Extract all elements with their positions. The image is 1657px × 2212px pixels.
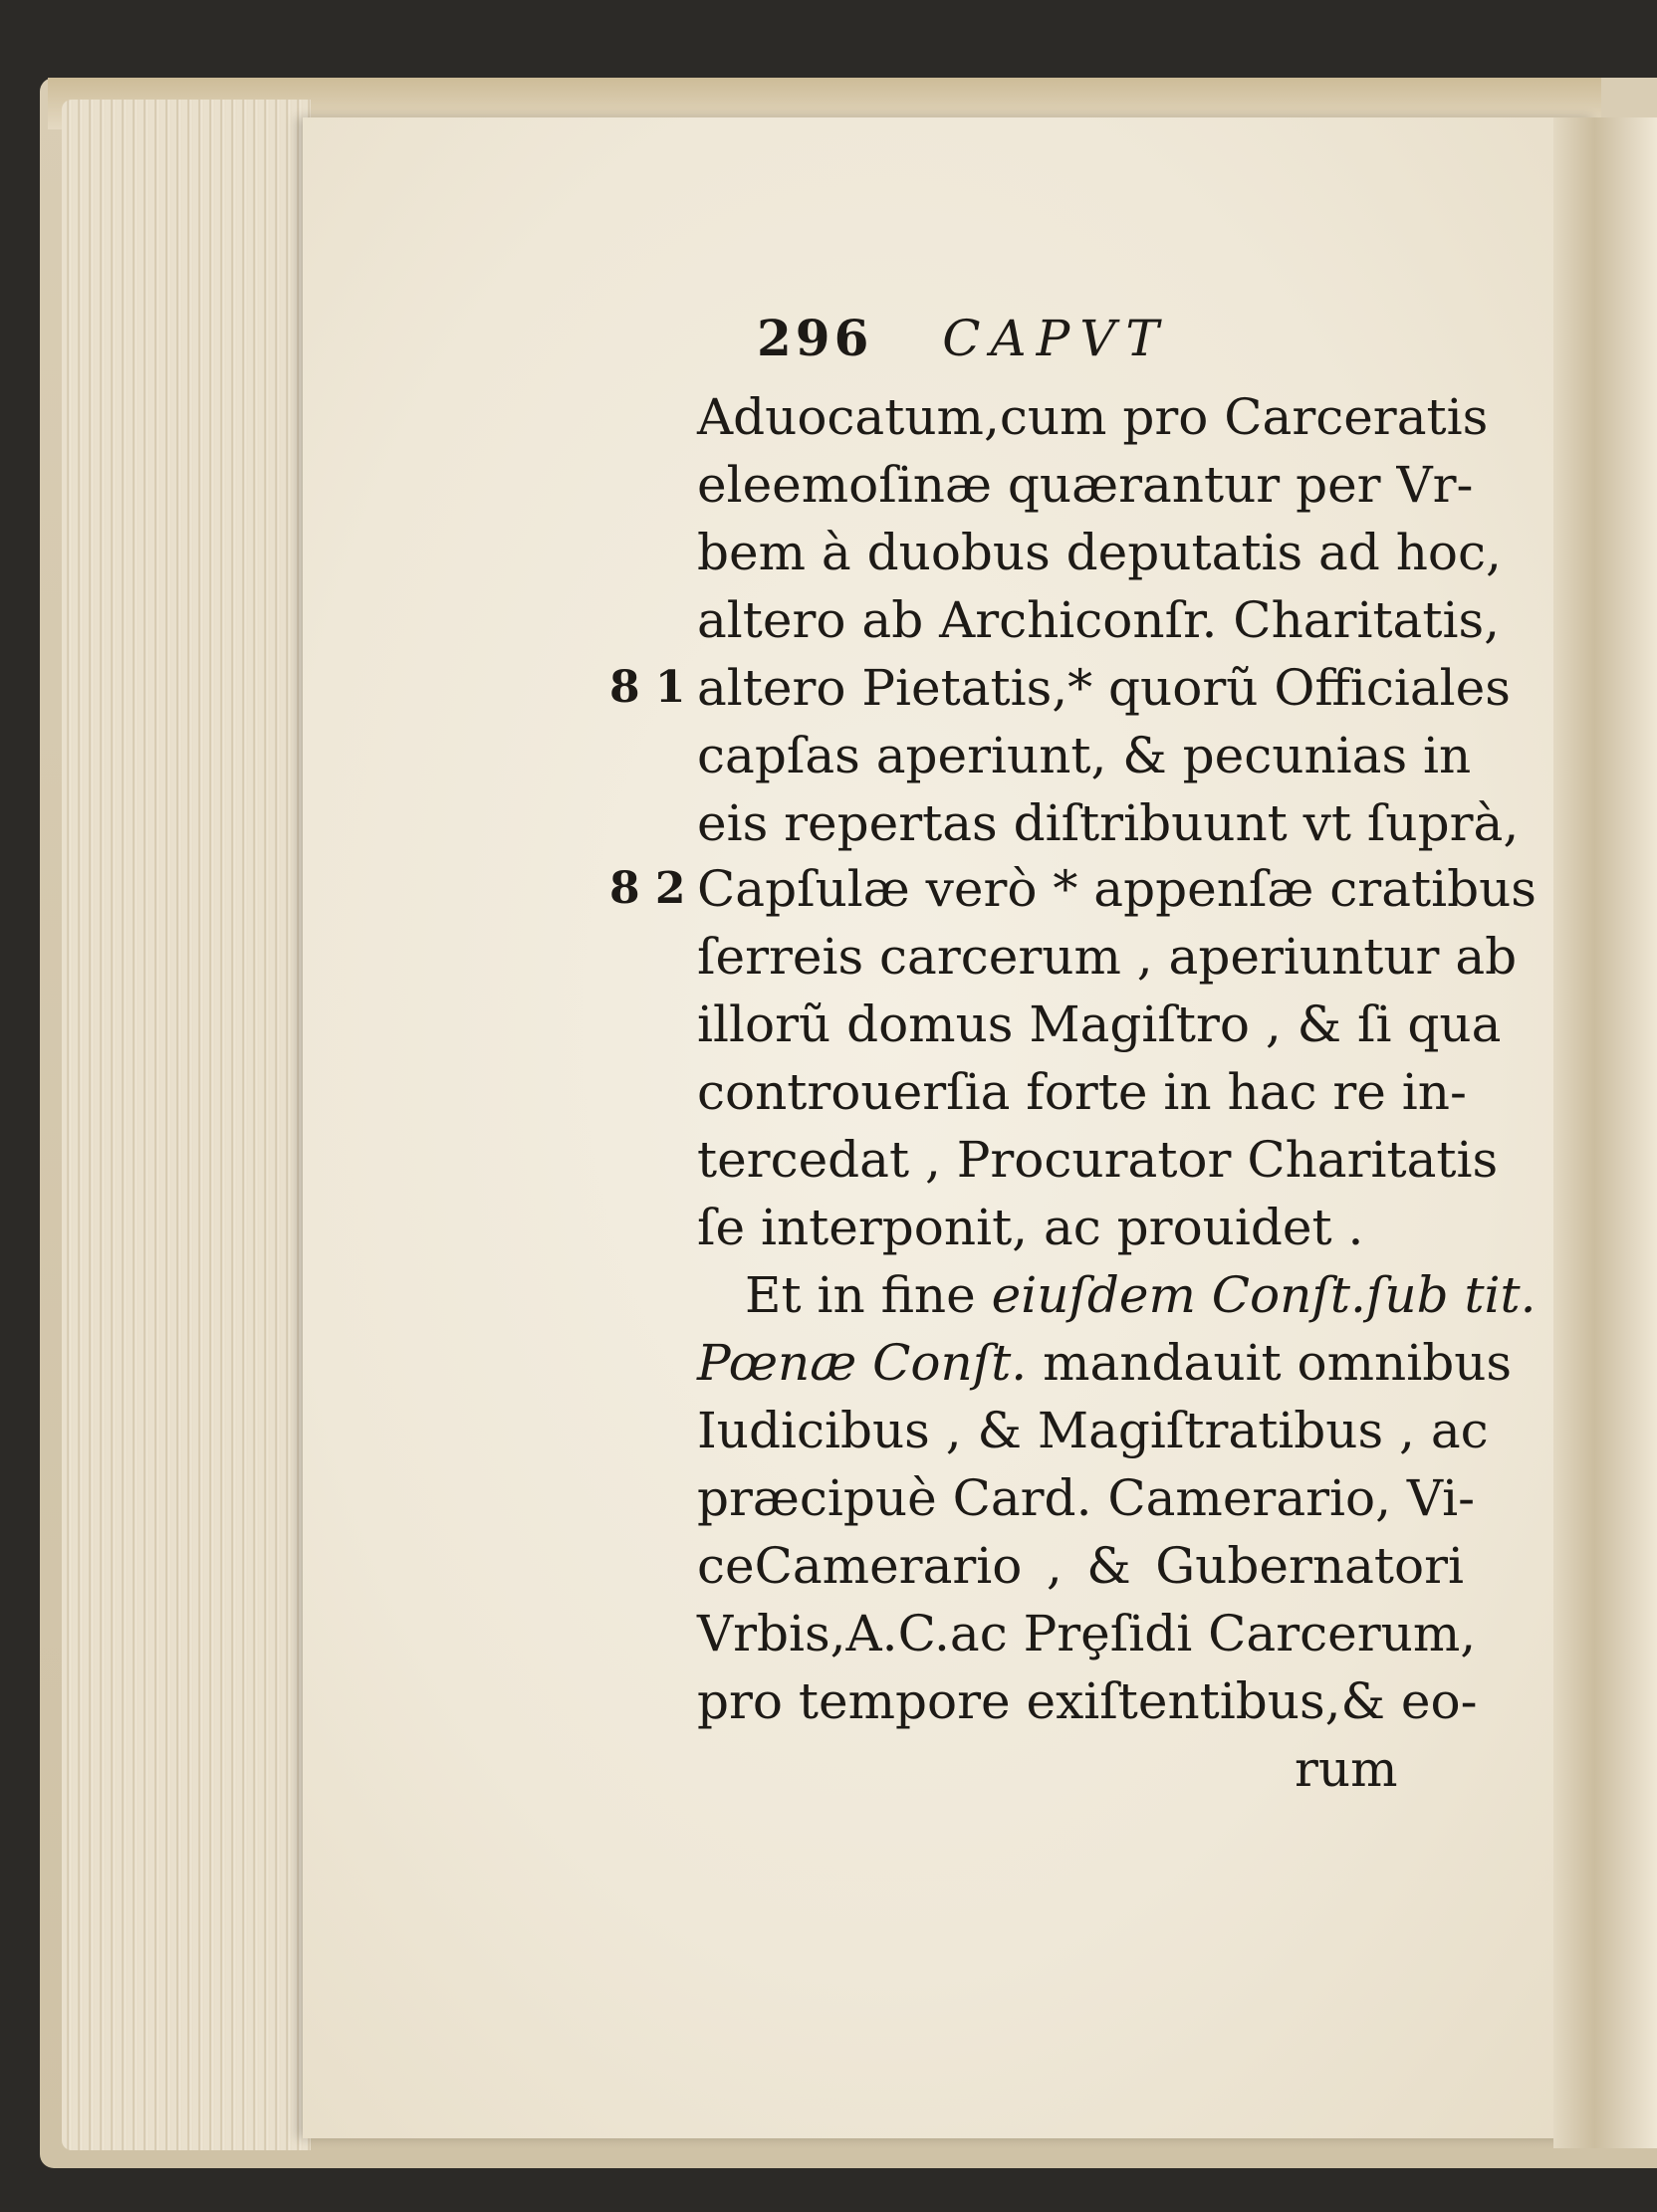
- text-line: illorũ domus Magiſtro , & ſi qua: [697, 995, 1502, 1053]
- page-number: 296: [757, 309, 873, 367]
- text-roman: Et in fine: [745, 1266, 992, 1324]
- running-title: CAPVT: [942, 310, 1169, 367]
- margin-number: 8 1: [609, 662, 686, 713]
- text-line: bem à duobus deputatis ad hoc,: [697, 524, 1502, 581]
- text-line: eis repertas diſtribuunt vt ſuprà,: [697, 794, 1520, 852]
- text-line: [745, 1264, 1537, 1326]
- page-header: [757, 309, 1169, 367]
- text-line: Capſulæ verò * appenſæ cratibus: [697, 860, 1537, 918]
- text-line: controuerſia forte in hac re in-: [697, 1063, 1467, 1121]
- text-line: eleemoſinæ quærantur per Vr-: [697, 456, 1474, 514]
- text-roman: mandauit omnibus: [1027, 1334, 1513, 1392]
- text-line: ſe interponit, ac prouidet .: [697, 1199, 1364, 1256]
- text-italic: eiuſdem Conſt.ſub tit.: [991, 1266, 1537, 1324]
- text-line: Iudicibus , & Magiſtratibus , ac: [697, 1402, 1489, 1459]
- text-line: [697, 1332, 1513, 1394]
- catchword: rum: [1295, 1740, 1398, 1798]
- text-italic: Pœnæ Conſt.: [697, 1334, 1028, 1392]
- text-line: Vrbis,A.C.ac Prȩſidi Carcerum,: [697, 1605, 1477, 1662]
- text-line: præcipuè Card. Camerario, Vi-: [697, 1469, 1476, 1527]
- margin-number: 8 2: [609, 863, 686, 914]
- text-line: tercedat , Procurator Charitatis: [697, 1131, 1499, 1189]
- text-line: altero Pietatis,* quorũ Officiales: [697, 659, 1511, 717]
- text-line: capſas aperiunt, & pecunias in: [697, 727, 1472, 784]
- text-line: altero ab Archiconſr. Charitatis,: [697, 591, 1501, 649]
- text-line: ceCamerario , & Gubernatori: [697, 1537, 1464, 1595]
- text-line: Aduocatum,cum pro Carceratis: [697, 388, 1489, 446]
- text-line: ſerreis carcerum , aperiuntur ab: [697, 928, 1518, 986]
- text-line: pro tempore exiſtentibus,& eo-: [697, 1672, 1478, 1730]
